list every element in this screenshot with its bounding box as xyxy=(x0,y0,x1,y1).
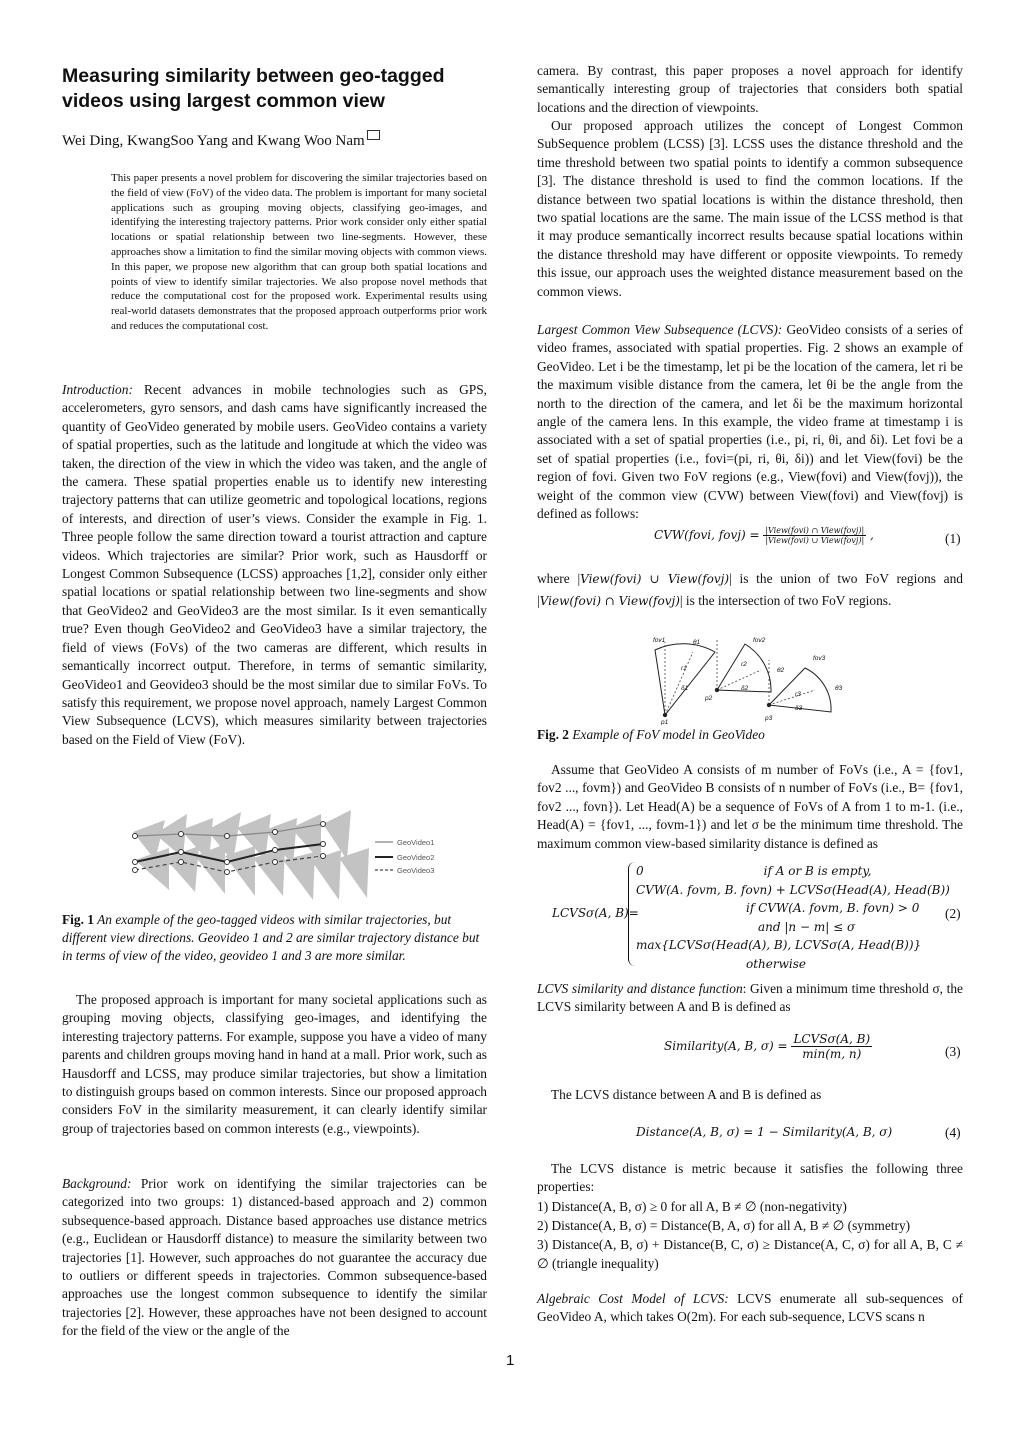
assume-paragraph: Assume that GeoVideo A consists of m number of FoVs (i.e., A = {fov1, fov2 ..., fovm}) and GeoVideo B consists of n number of FoVs (i.e., B= {fov1, fov2 ..., fovn}). Let Head(A) be a sequence of FoVs of A from 1 to m-1. (i.e., Head(A) = {fov1, ..., fovm-1}) and let σ be the minimum time threshold. The maximum common view-based similarity distance is defined as xyxy=(537,762,963,851)
equation-4: Distance(A, B, σ) = 1 − Similarity(A, B, σ) xyxy=(636,1125,893,1139)
equation-1: CVW(fovi, fovj) = $\frac{\text{|View(fovi) ∩ View(fovj)|}}{\text{|View(fovi) ∪ View(fovj)|}}$ , xyxy=(654,526,874,545)
fov-axes xyxy=(665,640,815,715)
fig1-caption-text: An example of the geo-tagged videos with similar trajectories, but different view directions. Geovideo 1 and 2 are similar trajectory distance but in terms of view of the video, geovideo 1 and 3 are more similar. xyxy=(62,912,480,963)
paper-title: Measuring similarity between geo-tagged videos using largest common view xyxy=(62,65,445,112)
eq3-number: (3) xyxy=(945,1044,961,1059)
lcvs-paragraph xyxy=(537,321,963,523)
fig2-labels xyxy=(653,637,843,725)
label-theta3: θ3 xyxy=(835,685,843,692)
lcvs-similarity-text: : Given a minimum time threshold σ, the LCVS similarity between A and B is defined as xyxy=(537,981,963,1015)
eq2-case2: CVW(A. fovm, B. fovn) + LCVSσ(Head(A), Head(B)) xyxy=(636,882,950,897)
background-text: Prior work on identifying the similar trajectories can be categorized into two groups: 1) distanced-based approach and 2) common subsequence-based approach. Distance based approaches use distance metrics (e.g., Euclidean or Hausdorff distance) to measure the similarity between two trajectories [1]. However, such approaches do not guarantee the accuracy due to outliers or different speeds in trajectories. Common subsequence-based approaches use the longest common subsequence to identify the similar trajectories [2]. However, these approaches have not been designed to account for the field of the view or the angle of the xyxy=(62,1176,487,1339)
legend-geovideo1: GeoVideo1 xyxy=(397,838,435,847)
eq1-number: (1) xyxy=(945,531,961,546)
eq2-case3-cond: if CVW(A. fovm, B. fovn) > 0 xyxy=(746,901,920,915)
applications-paragraph: The proposed approach is important for many societal applications such as grouping moving objects, classifying geo-images, and identifying the interesting trajectory patterns. For example, suppose you have a video of many parents and children groups moving hand in hand at a mall. Prior work, such as Hausdorff and LCSS, may produce similar trajectories, but show a limitation to distinguish groups based on common interests. Since our proposed approach considers FoV in the similarity measurement, it can clearly identify similar group of trajectories based on common interests (e.g., viewpoints). xyxy=(62,992,487,1136)
label-delta3: δ3 xyxy=(795,705,803,712)
eq2-lhs: LCVSσ(A, B)= xyxy=(552,906,639,920)
camera-points xyxy=(663,688,771,717)
eq3-numerator: LCVSσ(A, B) xyxy=(793,1032,871,1046)
page-number: 1 xyxy=(506,1352,515,1369)
property-2: 2) Distance(A, B, σ) = Distance(B, A, σ) for all A, B ≠ ∅ (symmetry) xyxy=(537,1218,911,1233)
eq2-number: (2) xyxy=(945,906,961,921)
lcvs-similarity-paragraph xyxy=(537,980,963,1017)
where-paragraph xyxy=(537,568,963,612)
where-e: | is the intersection of two FoV regions. xyxy=(679,593,892,608)
label-p2: p2 xyxy=(705,695,713,702)
right-paragraph-2: Our proposed approach utilizes the concept of Longest Common SubSequence problem (LCSS) [3]. LCSS uses the distance threshold and the time threshold between two spatial points to identify a common subsequence [3]. The distance threshold is used to find the common locations. If the distance between two spatial locations is within the distance threshold, then two spatial locations are the same. The main issue of the LCSS method is that it may produce semantically incorrect results because spatial locations within the distance threshold may have different or opposite viewpoints. To remedy this issue, our approach uses the weighted distance measurement based on the common views. xyxy=(537,118,963,299)
algebraic-paragraph xyxy=(537,1290,963,1327)
equation-3 xyxy=(664,1032,872,1061)
eq4-number: (4) xyxy=(945,1125,961,1140)
fig2-caption-text: Example of FoV model in GeoVideo xyxy=(569,727,765,742)
label-p1: p1 xyxy=(661,719,669,725)
fig1-legend xyxy=(375,838,434,875)
background-heading: Background: xyxy=(62,1176,132,1191)
background-paragraph xyxy=(62,1175,487,1341)
authors xyxy=(62,130,380,150)
lcvs-text: GeoVideo consists of a series of video frames, associated with spatial properties. Fig. 2 shows an example of GeoVideo. Let i be the timestamp, let pi be the location of the camera, let ri be the maximum visible distance from the camera, let θi be the angle from the north to the direction of the camera, and let δi be the maximum horizontal angle of the camera lens. In this example, the video frame at timestamp i is associated with a set of spatial properties (i.e., pi, ri, θi, and δi). Let fovi be a set of spatial properties (i.e., fovi=(pi, ri, θi, δi)) and let View(fovi) be the region of fovi. Given two FoV regions (e.g., View(fovi) and View(fovj)), the weight of the common view (CVW) between View(fovi) and View(fovj) is defined as follows: xyxy=(537,322,963,522)
eq3-fraction xyxy=(791,1032,872,1061)
where-union: View(fovi) ∪ View(fovj) xyxy=(580,572,730,586)
eq1-fraction xyxy=(763,526,866,545)
right-paragraph-1: camera. By contrast, this paper proposes a novel approach for identify semantically interesting group of trajectories that considers both spatial locations and the direction of viewpoints. xyxy=(537,63,963,115)
lcvs-heading: Largest Common View Subsequence (LCVS): xyxy=(537,322,783,337)
author-names: Wei Ding, KwangSoo Yang and Kwang Woo Nam xyxy=(62,133,365,149)
algebraic-heading: Algebraic Cost Model of LCVS: xyxy=(537,1291,729,1306)
eq3-lhs: Similarity(A, B, σ) = xyxy=(664,1039,788,1053)
eq2-case4: max{LCVSσ(Head(A), B), LCVSσ(A, Head(B))} xyxy=(636,938,922,952)
label-r1: r1 xyxy=(681,665,687,672)
eq2-case1-value: 0 xyxy=(636,864,644,878)
legend-geovideo3: GeoVideo3 xyxy=(397,866,435,875)
fig2-caption xyxy=(537,726,963,744)
equation-2-cases xyxy=(636,862,950,973)
fig2-label: Fig. 2 xyxy=(537,727,569,742)
eq2-case5: otherwise xyxy=(746,956,806,971)
label-delta2: δ2 xyxy=(741,685,749,692)
fig1-caption xyxy=(62,911,487,965)
abstract: This paper presents a novel problem for discovering the similar trajectories based on the field of view (FoV) of the video data. The problem is important for many societal applications such as grouping moving objects, classifying geo-images, and identifying the interesting trajectory patterns. Prior work consider only either spatial locations or spatial relationship between two line-segments. However, these approaches show a limitation to find the similar moving objects with common views. In this paper, we propose new algorithm that can group both spatial locations and points of view to identify similar trajectories. We also propose novel methods that reduce the computational cost for the proposed work. Experimental results using real-world datasets demonstrates that the proposed approach outperforms prior work and reduces the computational cost. xyxy=(111,172,487,332)
envelope-icon xyxy=(367,130,380,140)
intro-text: Recent advances in mobile technologies such as GPS, accelerometers, gyro sensors, and dash cams have significantly increased the quantity of GeoVideo generated by mobile users. GeoVideo contains a variety of spatial properties, such as the latitude and longitude at which the video was taken, the direction of the view in which the video was taken, and the angle of the camera. These spatial properties enable us to identify new interesting trajectory patterns that can utilize geometric and topological locations, regions of interests, and direction of user’s views. Consider the example in Fig. 1. Three people follow the same direction toward a tourist attraction and capture videos. Which trajectories are similar? Prior work, such as Hausdorff or Longest Common Subsequence (LCSS) approaches [1,2], consider only either spatial locations or spatial relationship between two line-segments and show that GeoVideo2 and GeoVideo3 are the most similar. Is it even semantically true? Even though GeoVideo2 and GeoVideo3 have a similar trajectory, the field of views (FoVs) of the two cameras are different, which results in semantically incorrect output. Therefore, in terms of semantic similarity, GeoVideo1 and Geovideo3 should be the most similar due to similar FoVs. To satisfy this requirement, we propose novel approach, namely Largest Common View Subsequence (LCVS), which measures similarity between trajectories based on the Field of View (FoV). xyxy=(62,382,487,747)
label-r3: r3 xyxy=(795,691,801,698)
eq2-brace xyxy=(628,862,635,966)
where-c: | is the union of two FoV regions and | xyxy=(537,571,963,608)
distance-intro: The LCVS distance between A and B is defined as xyxy=(551,1087,822,1102)
eq1-lhs: CVW(fovi, fovj) = xyxy=(654,528,760,542)
where-intersection: View(fovi) ∩ View(fovj) xyxy=(539,594,680,608)
label-delta1: δ1 xyxy=(681,685,689,692)
eq2-case1-cond: if A or B is empty, xyxy=(763,864,872,878)
label-fov2: fov2 xyxy=(753,637,766,644)
label-p3: p3 xyxy=(765,715,773,722)
where-a: where | xyxy=(537,571,581,586)
intro-heading: Introduction: xyxy=(62,382,133,397)
property-1: 1) Distance(A, B, σ) ≥ 0 for all A, B ≠ ∅ (non-negativity) xyxy=(537,1199,847,1214)
figure-2 xyxy=(645,630,865,725)
eq1-numerator: |View(fovi) ∩ View(fovj)| xyxy=(765,526,865,535)
label-theta1: θ1 xyxy=(693,639,701,646)
metric-intro: The LCVS distance is metric because it satisfies the following three properties: xyxy=(537,1161,963,1195)
label-r2: r2 xyxy=(741,661,747,668)
legend-geovideo2: GeoVideo2 xyxy=(397,853,435,862)
label-fov1: fov1 xyxy=(653,637,666,644)
figure-1 xyxy=(125,800,445,905)
metric-properties xyxy=(537,1197,963,1273)
property-3: 3) Distance(A, B, σ) + Distance(B, C, σ) ≥ Distance(A, C, σ) for all A, B, C ≠ ∅ (triangle inequality) xyxy=(537,1237,963,1271)
eq3-denominator: min(m, n) xyxy=(802,1047,862,1061)
eq1-denominator: |View(fovi) ∪ View(fovj)| xyxy=(765,536,865,545)
label-fov3: fov3 xyxy=(813,655,826,662)
lcvs-similarity-heading: LCVS similarity and distance function xyxy=(537,981,743,996)
eq2-case3-cond2: and |n − m| ≤ σ xyxy=(758,919,856,934)
label-theta2: θ2 xyxy=(777,667,785,674)
algebraic-text: LCVS enumerate all sub-sequences of GeoVideo A, which takes O(2m). For each sub-sequence, LCVS scans n xyxy=(537,1291,963,1325)
fov-sectors xyxy=(655,644,831,715)
fig1-label: Fig. 1 xyxy=(62,912,94,927)
intro-paragraph xyxy=(62,381,487,749)
